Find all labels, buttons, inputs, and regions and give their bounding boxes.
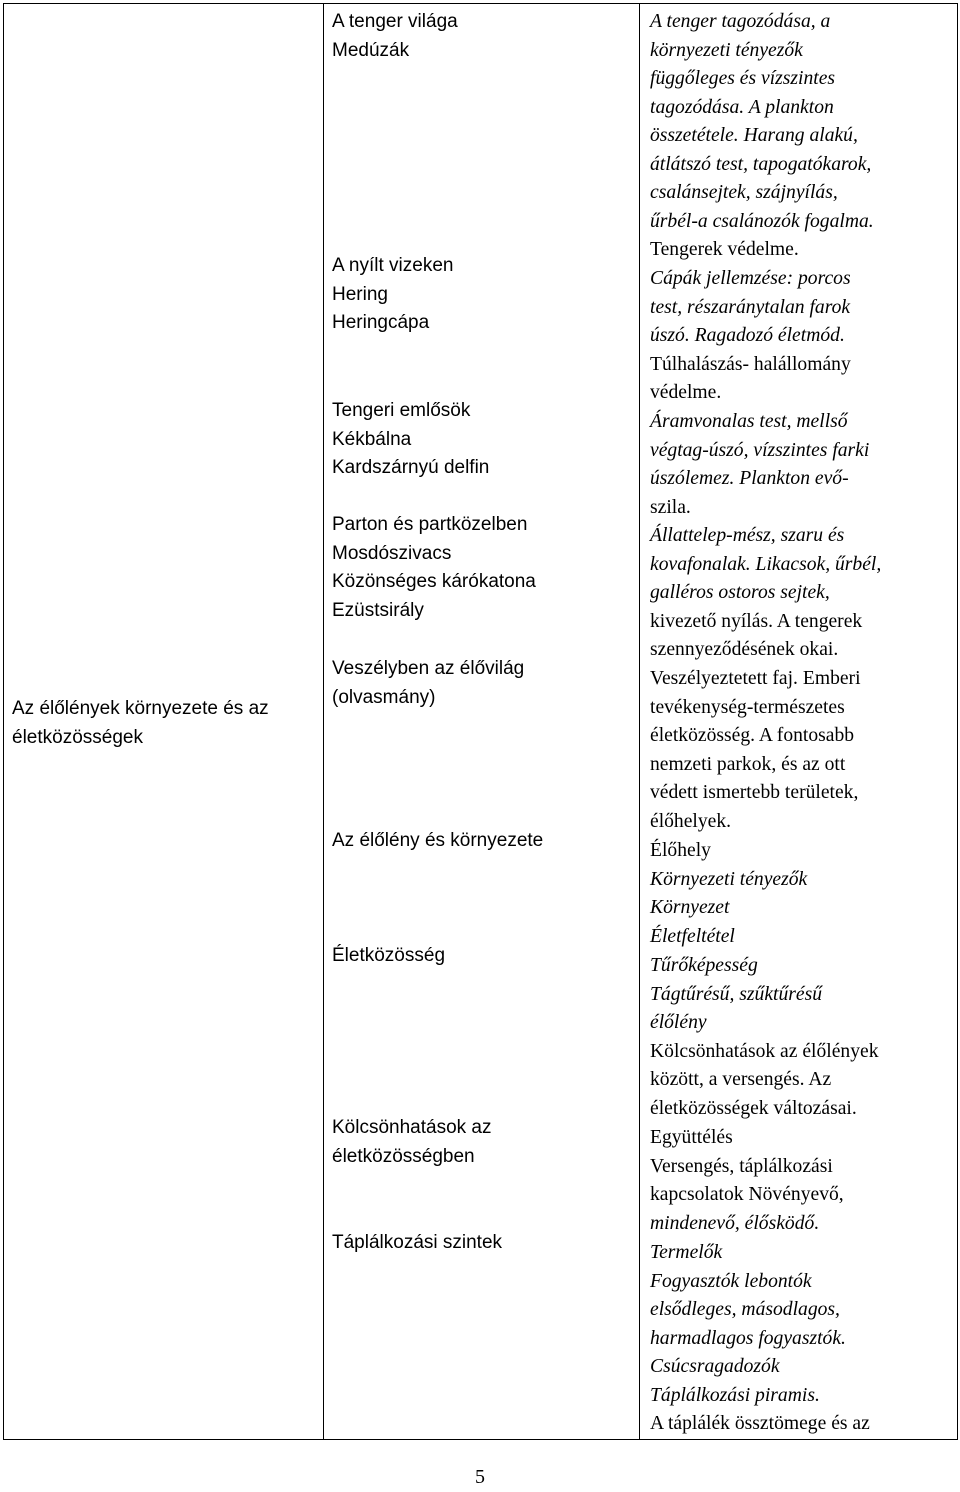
subtopic-line: Kékbálna bbox=[332, 428, 412, 450]
content-line: végtag-úszó, vízszintes farki bbox=[650, 439, 870, 461]
content-line: űrbél-a csalánozók fogalma. bbox=[650, 210, 874, 232]
subtopic-line: Közönséges kárókatona bbox=[332, 571, 536, 592]
content-line: élőhelyek. bbox=[650, 810, 732, 832]
group-mammals bbox=[332, 397, 633, 511]
content-line: Tágtűrésű, szűktűrésű bbox=[650, 983, 823, 1005]
topic-title: Az élőlények környezete és az életközösségek bbox=[12, 698, 269, 748]
group-open-water bbox=[332, 252, 633, 397]
subtopic-line: Hering bbox=[332, 283, 388, 305]
content-line: életközösségek változásai. bbox=[650, 1097, 857, 1119]
content-sea-world bbox=[650, 8, 951, 265]
content-line: átlátszó test, tapogatókarok, bbox=[650, 153, 872, 175]
content-line: Termelők bbox=[650, 1242, 723, 1263]
content-line: környezeti tényezők bbox=[650, 39, 803, 61]
subtopic-line: Tengeri emlősök bbox=[332, 400, 471, 421]
content-line: tagozódása. A plankton bbox=[650, 96, 834, 118]
content-line: tevékenység-természetes bbox=[650, 696, 845, 718]
content-line: Kölcsönhatások az élőlények bbox=[650, 1040, 879, 1062]
subtopic-line: Mosdószivacs bbox=[332, 542, 452, 564]
subtopic-line: Életközösség bbox=[332, 945, 446, 966]
group-community bbox=[332, 942, 633, 1114]
content-line: élőlény bbox=[650, 1012, 707, 1033]
content-line: függőleges és vízszintes bbox=[650, 68, 836, 89]
subtopic-line: Táplálkozási szintek bbox=[332, 1232, 503, 1253]
content-line: úszólemez. Plankton evő- bbox=[650, 468, 849, 489]
content-line: Élőhely bbox=[650, 840, 711, 861]
content-line: kivezető nyílás. A tengerek bbox=[650, 610, 863, 632]
content-coast bbox=[650, 522, 951, 665]
subtopic-line: életközösségben bbox=[332, 1145, 475, 1167]
content-line: nemzeti parkok, és az ott bbox=[650, 753, 846, 775]
content-line: Veszélyeztetett faj. Emberi bbox=[650, 668, 861, 689]
content-line: kapcsolatok Növényevő, bbox=[650, 1184, 844, 1205]
content-line: Állattelep-mész, szaru és bbox=[650, 525, 845, 546]
content-line: Tengerek védelme. bbox=[650, 239, 799, 260]
content-line: életközösség. A fontosabb bbox=[650, 725, 855, 746]
subtopic-line: Medúzák bbox=[332, 39, 410, 61]
content-line: A táplálék össztömege és az bbox=[650, 1413, 870, 1434]
content-line: között, a versengés. Az bbox=[650, 1069, 832, 1090]
content-line: Csúcsragadozók bbox=[650, 1356, 780, 1377]
content-line: szila. bbox=[650, 496, 691, 518]
page-number: 5 bbox=[475, 1466, 485, 1488]
content-line: Versengés, táplálkozási bbox=[650, 1155, 833, 1177]
content-line: csalánsejtek, szájnyílás, bbox=[650, 182, 838, 203]
subtopic-line: Heringcápa bbox=[332, 312, 430, 333]
content-line: Cápák jellemzése: porcos bbox=[650, 268, 851, 289]
group-sea-world bbox=[332, 8, 633, 252]
content-mammals bbox=[650, 408, 951, 522]
subtopic-line: A nyílt vizeken bbox=[332, 255, 454, 276]
content-line: Áramvonalas test, mellső bbox=[650, 411, 848, 432]
content-line: elsődleges, másodlagos, bbox=[650, 1299, 840, 1320]
content-line: Táplálkozási piramis. bbox=[650, 1384, 820, 1406]
group-interactions bbox=[332, 1114, 633, 1229]
subtopic-line: A tenger világa bbox=[332, 11, 458, 32]
content-trophic bbox=[650, 1239, 951, 1439]
content-line: Túlhalászás- halállomány bbox=[650, 353, 851, 375]
table-row bbox=[4, 4, 958, 1440]
subtopic-line: Veszélyben az élővilág bbox=[332, 658, 525, 679]
content-line: összetétele. Harang alakú, bbox=[650, 125, 858, 146]
content-line: Együttélés bbox=[650, 1127, 733, 1148]
content-line: Fogyasztók lebontók bbox=[650, 1270, 812, 1292]
content-line: harmadlagos fogyasztók. bbox=[650, 1327, 846, 1349]
content-cell bbox=[640, 4, 958, 1440]
content-line: Környezeti tényezők bbox=[650, 868, 808, 890]
content-open-water bbox=[650, 265, 951, 408]
subtopic-line: Parton és partközelben bbox=[332, 514, 528, 535]
content-line: A tenger tagozódása, a bbox=[650, 11, 831, 32]
curriculum-table bbox=[3, 3, 958, 1440]
content-line: galléros ostoros sejtek, bbox=[650, 582, 830, 603]
content-line: védelme. bbox=[650, 382, 722, 403]
content-organism-env bbox=[650, 837, 951, 952]
subtopics-cell bbox=[324, 4, 640, 1440]
subtopic-line: Az élőlény és környezete bbox=[332, 830, 544, 851]
content-interactions bbox=[650, 1124, 951, 1239]
subtopic-line: Ezüstsirály bbox=[332, 599, 424, 621]
content-line: kovafonalak. Likacsok, űrbél, bbox=[650, 553, 882, 575]
content-line: szennyeződésének okai. bbox=[650, 639, 839, 660]
content-community bbox=[650, 952, 951, 1124]
group-coast bbox=[332, 511, 633, 655]
subtopic-line: Kardszárnyú delfin bbox=[332, 457, 490, 478]
group-organism-env bbox=[332, 827, 633, 942]
subtopic-line: Kölcsönhatások az bbox=[332, 1117, 492, 1138]
content-line: test, részaránytalan farok bbox=[650, 296, 851, 318]
content-danger bbox=[650, 665, 951, 837]
content-line: Tűrőképesség bbox=[650, 955, 758, 976]
subtopic-line: (olvasmány) bbox=[332, 686, 436, 708]
group-danger bbox=[332, 655, 633, 827]
content-line: Környezet bbox=[650, 897, 730, 918]
topic-cell bbox=[4, 4, 324, 1440]
group-trophic bbox=[332, 1229, 633, 1436]
content-line: védett ismertebb területek, bbox=[650, 782, 859, 803]
content-line: úszó. Ragadozó életmód. bbox=[650, 325, 845, 346]
content-line: mindenevő, élősködő. bbox=[650, 1212, 820, 1234]
content-line: Életfeltétel bbox=[650, 925, 735, 947]
